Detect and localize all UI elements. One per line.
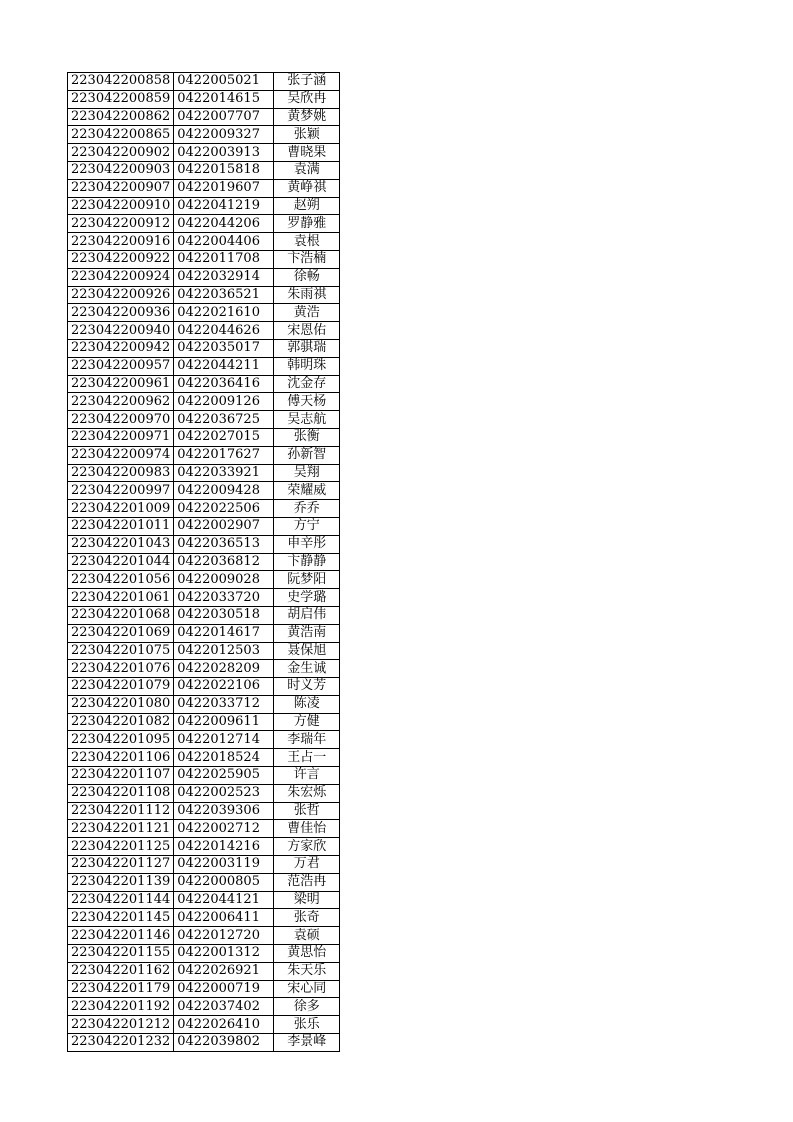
cell-name: 黄思怡	[274, 945, 340, 963]
cell-student-id: 223042201009	[68, 500, 174, 518]
cell-name: 时义芳	[274, 678, 340, 696]
cell-student-id: 223042200858	[68, 73, 174, 91]
cell-code: 0422036513	[174, 535, 274, 553]
table-row	[68, 73, 340, 91]
cell-student-id: 223042200962	[68, 393, 174, 411]
cell-student-id: 223042200936	[68, 304, 174, 322]
table-row	[68, 660, 340, 678]
cell-student-id: 223042201056	[68, 571, 174, 589]
cell-code: 0422022506	[174, 500, 274, 518]
table-row	[68, 393, 340, 411]
cell-code: 0422014216	[174, 838, 274, 856]
cell-name: 朱宏烁	[274, 784, 340, 802]
cell-code: 0422044211	[174, 357, 274, 375]
cell-student-id: 223042200916	[68, 233, 174, 251]
cell-code: 0422009611	[174, 713, 274, 731]
cell-student-id: 223042200942	[68, 339, 174, 357]
cell-name: 聂保旭	[274, 642, 340, 660]
cell-student-id: 223042200924	[68, 268, 174, 286]
cell-code: 0422014615	[174, 90, 274, 108]
table-row	[68, 197, 340, 215]
cell-student-id: 223042201075	[68, 642, 174, 660]
cell-name: 宋心同	[274, 980, 340, 998]
cell-student-id: 223042201079	[68, 678, 174, 696]
cell-student-id: 223042201162	[68, 962, 174, 980]
cell-student-id: 223042201043	[68, 535, 174, 553]
cell-code: 0422033712	[174, 695, 274, 713]
cell-name: 袁硕	[274, 927, 340, 945]
table-row	[68, 909, 340, 927]
cell-name: 卞浩楠	[274, 250, 340, 268]
cell-code: 0422036521	[174, 286, 274, 304]
cell-code: 0422004406	[174, 233, 274, 251]
cell-name: 梁明	[274, 891, 340, 909]
cell-code: 0422002907	[174, 517, 274, 535]
cell-name: 张哲	[274, 802, 340, 820]
table-row	[68, 535, 340, 553]
cell-name: 胡启伟	[274, 606, 340, 624]
cell-student-id: 223042201082	[68, 713, 174, 731]
cell-name: 张乐	[274, 1016, 340, 1034]
cell-code: 0422044206	[174, 215, 274, 233]
table-row	[68, 304, 340, 322]
cell-student-id: 223042200970	[68, 411, 174, 429]
cell-code: 0422037402	[174, 998, 274, 1016]
cell-code: 0422002712	[174, 820, 274, 838]
table-row	[68, 144, 340, 162]
table-row	[68, 268, 340, 286]
table-row	[68, 90, 340, 108]
table-row	[68, 767, 340, 785]
cell-student-id: 223042201145	[68, 909, 174, 927]
cell-name: 曹佳怡	[274, 820, 340, 838]
table-row	[68, 998, 340, 1016]
cell-name: 朱天乐	[274, 962, 340, 980]
table-row	[68, 642, 340, 660]
table-row	[68, 606, 340, 624]
cell-name: 申辛彤	[274, 535, 340, 553]
table-row	[68, 731, 340, 749]
cell-name: 阮梦阳	[274, 571, 340, 589]
cell-student-id: 223042200912	[68, 215, 174, 233]
cell-code: 0422044121	[174, 891, 274, 909]
cell-name: 朱雨祺	[274, 286, 340, 304]
cell-name: 徐畅	[274, 268, 340, 286]
cell-student-id: 223042200865	[68, 126, 174, 144]
table-row	[68, 713, 340, 731]
cell-student-id: 223042201044	[68, 553, 174, 571]
table-row	[68, 624, 340, 642]
cell-student-id: 223042201192	[68, 998, 174, 1016]
cell-student-id: 223042201106	[68, 749, 174, 767]
roster-table-body	[68, 73, 340, 1052]
cell-student-id: 223042201061	[68, 589, 174, 607]
cell-student-id: 223042201212	[68, 1016, 174, 1034]
cell-code: 0422036812	[174, 553, 274, 571]
cell-code: 0422025905	[174, 767, 274, 785]
cell-code: 0422032914	[174, 268, 274, 286]
table-row	[68, 108, 340, 126]
table-row	[68, 962, 340, 980]
cell-code: 0422015818	[174, 161, 274, 179]
cell-name: 范浩冉	[274, 873, 340, 891]
cell-name: 吴翔	[274, 464, 340, 482]
cell-student-id: 223042201112	[68, 802, 174, 820]
table-row	[68, 517, 340, 535]
cell-code: 0422002523	[174, 784, 274, 802]
cell-name: 乔乔	[274, 500, 340, 518]
cell-name: 荣耀威	[274, 482, 340, 500]
cell-name: 万君	[274, 856, 340, 874]
table-row	[68, 357, 340, 375]
cell-code: 0422009327	[174, 126, 274, 144]
table-row	[68, 126, 340, 144]
table-row	[68, 446, 340, 464]
cell-code: 0422012720	[174, 927, 274, 945]
cell-name: 张颖	[274, 126, 340, 144]
cell-name: 李瑞年	[274, 731, 340, 749]
cell-student-id: 223042200902	[68, 144, 174, 162]
cell-student-id: 223042201069	[68, 624, 174, 642]
cell-name: 袁根	[274, 233, 340, 251]
cell-student-id: 223042201011	[68, 517, 174, 535]
cell-student-id: 223042201155	[68, 945, 174, 963]
cell-student-id: 223042201076	[68, 660, 174, 678]
table-row	[68, 322, 340, 340]
table-row	[68, 784, 340, 802]
cell-code: 0422033921	[174, 464, 274, 482]
table-row	[68, 980, 340, 998]
cell-code: 0422000719	[174, 980, 274, 998]
cell-student-id: 223042201127	[68, 856, 174, 874]
cell-student-id: 223042201144	[68, 891, 174, 909]
cell-student-id: 223042201139	[68, 873, 174, 891]
cell-student-id: 223042201095	[68, 731, 174, 749]
cell-student-id: 223042200940	[68, 322, 174, 340]
table-row	[68, 571, 340, 589]
table-row	[68, 678, 340, 696]
cell-code: 0422035017	[174, 339, 274, 357]
cell-student-id: 223042201107	[68, 767, 174, 785]
cell-name: 方宁	[274, 517, 340, 535]
cell-name: 黄浩南	[274, 624, 340, 642]
cell-code: 0422018524	[174, 749, 274, 767]
cell-name: 袁满	[274, 161, 340, 179]
cell-student-id: 223042200907	[68, 179, 174, 197]
cell-student-id: 223042200926	[68, 286, 174, 304]
cell-code: 0422009126	[174, 393, 274, 411]
cell-code: 0422009028	[174, 571, 274, 589]
cell-student-id: 223042200862	[68, 108, 174, 126]
cell-code: 0422009428	[174, 482, 274, 500]
cell-student-id: 223042201108	[68, 784, 174, 802]
cell-student-id: 223042200859	[68, 90, 174, 108]
cell-code: 0422041219	[174, 197, 274, 215]
cell-code: 0422039306	[174, 802, 274, 820]
cell-code: 0422001312	[174, 945, 274, 963]
cell-code: 0422044626	[174, 322, 274, 340]
cell-name: 卞静静	[274, 553, 340, 571]
cell-student-id: 223042201179	[68, 980, 174, 998]
cell-name: 许言	[274, 767, 340, 785]
table-row	[68, 945, 340, 963]
cell-code: 0422003913	[174, 144, 274, 162]
cell-student-id: 223042200971	[68, 428, 174, 446]
cell-code: 0422014617	[174, 624, 274, 642]
table-row	[68, 695, 340, 713]
cell-name: 赵朔	[274, 197, 340, 215]
cell-student-id: 223042200997	[68, 482, 174, 500]
table-row	[68, 1016, 340, 1034]
cell-student-id: 223042201146	[68, 927, 174, 945]
table-row	[68, 873, 340, 891]
cell-student-id: 223042200903	[68, 161, 174, 179]
cell-student-id: 223042201121	[68, 820, 174, 838]
cell-name: 黄峥祺	[274, 179, 340, 197]
cell-name: 方健	[274, 713, 340, 731]
table-row	[68, 375, 340, 393]
table-row	[68, 411, 340, 429]
cell-code: 0422021610	[174, 304, 274, 322]
table-row	[68, 802, 340, 820]
cell-name: 曹晓果	[274, 144, 340, 162]
cell-student-id: 223042200961	[68, 375, 174, 393]
cell-code: 0422030518	[174, 606, 274, 624]
cell-name: 罗静雅	[274, 215, 340, 233]
cell-name: 徐多	[274, 998, 340, 1016]
table-row	[68, 500, 340, 518]
cell-name: 韩明珠	[274, 357, 340, 375]
cell-name: 金生诚	[274, 660, 340, 678]
cell-code: 0422003119	[174, 856, 274, 874]
cell-code: 0422036725	[174, 411, 274, 429]
cell-code: 0422026410	[174, 1016, 274, 1034]
cell-code: 0422017627	[174, 446, 274, 464]
cell-code: 0422000805	[174, 873, 274, 891]
cell-code: 0422039802	[174, 1034, 274, 1052]
cell-code: 0422011708	[174, 250, 274, 268]
cell-student-id: 223042201068	[68, 606, 174, 624]
table-row	[68, 161, 340, 179]
roster-table	[67, 72, 340, 1052]
cell-name: 吴欣冉	[274, 90, 340, 108]
table-row	[68, 482, 340, 500]
cell-code: 0422026921	[174, 962, 274, 980]
cell-name: 黄浩	[274, 304, 340, 322]
cell-code: 0422012503	[174, 642, 274, 660]
cell-name: 宋恩佑	[274, 322, 340, 340]
table-row	[68, 749, 340, 767]
cell-code: 0422012714	[174, 731, 274, 749]
cell-name: 张衡	[274, 428, 340, 446]
table-row	[68, 286, 340, 304]
cell-code: 0422022106	[174, 678, 274, 696]
table-row	[68, 589, 340, 607]
cell-code: 0422005021	[174, 73, 274, 91]
cell-code: 0422033720	[174, 589, 274, 607]
cell-code: 0422007707	[174, 108, 274, 126]
cell-student-id: 223042201232	[68, 1034, 174, 1052]
cell-code: 0422019607	[174, 179, 274, 197]
cell-name: 史学璐	[274, 589, 340, 607]
cell-name: 王占一	[274, 749, 340, 767]
table-row	[68, 891, 340, 909]
cell-name: 傅天杨	[274, 393, 340, 411]
table-row	[68, 428, 340, 446]
cell-code: 0422027015	[174, 428, 274, 446]
cell-name: 孙新智	[274, 446, 340, 464]
cell-name: 黄梦姚	[274, 108, 340, 126]
cell-student-id: 223042201080	[68, 695, 174, 713]
cell-name: 陈凌	[274, 695, 340, 713]
table-row	[68, 339, 340, 357]
cell-code: 0422028209	[174, 660, 274, 678]
cell-student-id: 223042200974	[68, 446, 174, 464]
table-row	[68, 553, 340, 571]
cell-code: 0422006411	[174, 909, 274, 927]
table-row	[68, 215, 340, 233]
cell-code: 0422036416	[174, 375, 274, 393]
cell-name: 李景峰	[274, 1034, 340, 1052]
table-row	[68, 464, 340, 482]
table-row	[68, 838, 340, 856]
table-row	[68, 233, 340, 251]
table-row	[68, 250, 340, 268]
table-row	[68, 927, 340, 945]
cell-name: 张奇	[274, 909, 340, 927]
cell-student-id: 223042200922	[68, 250, 174, 268]
cell-name: 沈金存	[274, 375, 340, 393]
cell-student-id: 223042200957	[68, 357, 174, 375]
cell-name: 郭骐瑞	[274, 339, 340, 357]
cell-name: 吴志航	[274, 411, 340, 429]
cell-student-id: 223042200983	[68, 464, 174, 482]
cell-name: 张子涵	[274, 73, 340, 91]
table-row	[68, 1034, 340, 1052]
table-row	[68, 856, 340, 874]
cell-name: 方家欣	[274, 838, 340, 856]
cell-student-id: 223042200910	[68, 197, 174, 215]
cell-student-id: 223042201125	[68, 838, 174, 856]
table-row	[68, 179, 340, 197]
table-row	[68, 820, 340, 838]
